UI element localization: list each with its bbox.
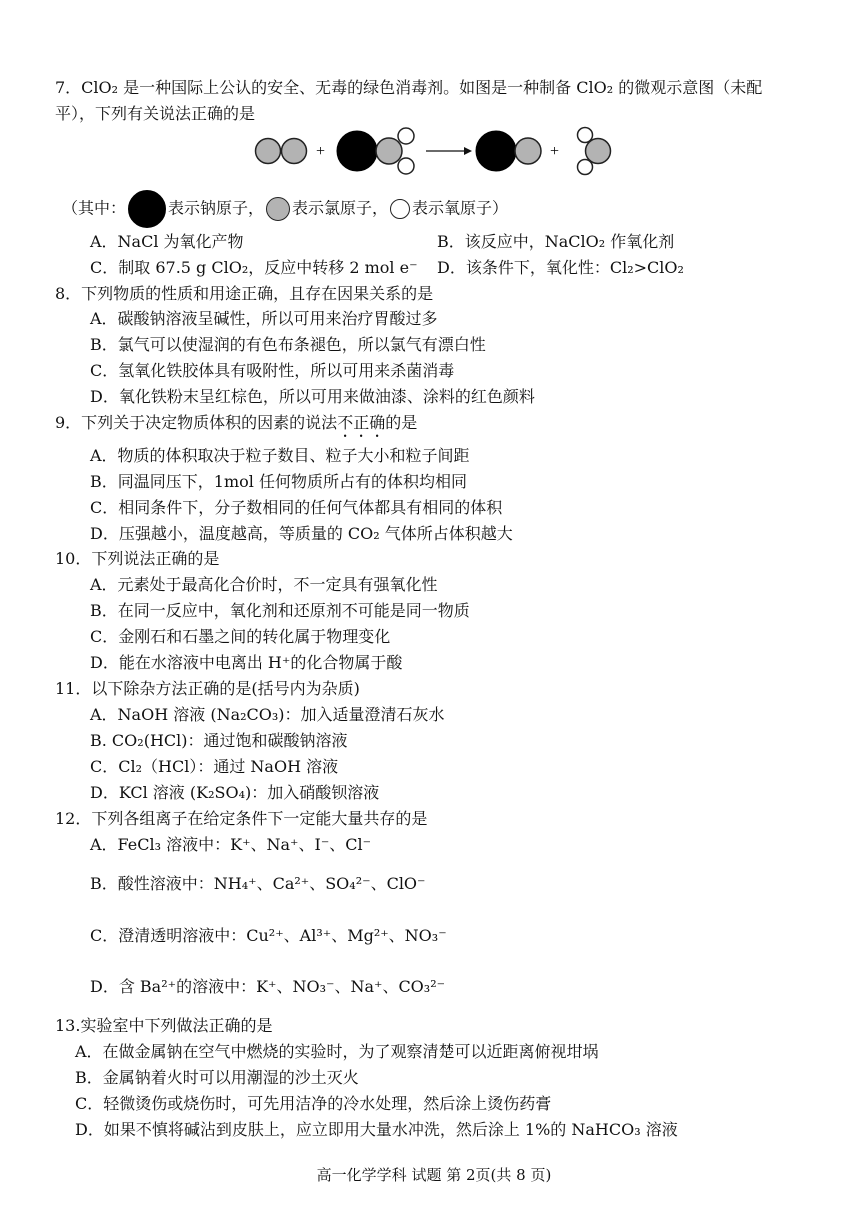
reaction-diagram [250,124,620,180]
q13-stem: 13.实验室中下列做法正确的是 [55,1016,273,1035]
q9-stem [55,413,417,441]
q10-option-b: B．在同一反应中，氧化剂和还原剂不可能是同一物质 [90,601,470,620]
q8-option-d: D．氧化铁粉末呈红棕色，所以可用来做油漆、涂料的红色颜料 [90,387,535,406]
q9-option-a: A．物质的体积取决于粒子数目、粒子大小和粒子间距 [90,446,470,465]
q8-stem: 8．下列物质的性质和用途正确，且存在因果关系的是 [55,284,434,303]
q10-option-d: D．能在水溶液中电离出 H⁺的化合物属于酸 [90,653,403,672]
reactant-naclo2-molecule [337,128,414,174]
plus-sign-1: + [316,143,326,160]
q12-option-c [90,926,447,946]
legend-prefix: （其中： [62,198,127,218]
legend-oxygen-label: 表示氧原子） [412,198,509,218]
q13-option-b: B．金属钠着火时可以用潮湿的沙土灭火 [75,1068,359,1087]
q11-option-b: B. CO₂(HCl)：通过饱和碳酸钠溶液 [90,731,348,750]
q10-option-a: A．元素处于最高化合价时，不一定具有强氧化性 [90,575,438,594]
reactant-cl2-molecule [256,139,307,164]
q12-option-b-ions: NH₄⁺、Ca²⁺、SO₄²⁻、ClO⁻ [213,874,426,893]
q8-option-c: C．氢氧化铁胶体具有吸附性，所以可用来杀菌消毒 [90,361,455,380]
q12-option-d-label: D．含 Ba²⁺的溶液中： [90,977,257,996]
chlorine-atom-icon [266,197,290,221]
q12-stem: 12．下列各组离子在给定条件下一定能大量共存的是 [55,809,428,828]
q8-option-a: A．碳酸钠溶液呈碱性，所以可用来治疗胃酸过多 [90,309,438,328]
q8-option-b: B．氯气可以使湿润的有色布条褪色，所以氯气有漂白性 [90,335,486,354]
q7-option-b: B．该反应中，NaClO₂ 作氧化剂 [437,232,675,251]
page-footer: 高一化学学科 试题 第 2页(共 8 页) [316,1166,552,1184]
q9-option-c: C．相同条件下，分子数相同的任何气体都具有相同的体积 [90,498,503,517]
q7-stem-line1: 7．ClO₂ 是一种国际上公认的安全、无毒的绿色消毒剂。如图是一种制备 ClO₂ 的微观示意图（未配 [55,78,763,97]
q11-option-a: A．NaOH 溶液 (Na₂CO₃)：加入适量澄清石灰水 [90,705,445,724]
legend-chlorine-label: 表示氯原子， [292,198,389,218]
q9-option-b: B．同温同压下，1mol 任何物质所占有的体积均相同 [90,472,467,491]
reaction-arrow [426,147,472,155]
q12-option-b-label: B．酸性溶液中： [90,874,214,893]
product-clo2-molecule [578,128,611,175]
oxygen-atom-icon [390,199,410,219]
q12-option-d-ions: K⁺、NO₃⁻、Na⁺、CO₃²⁻ [256,977,446,996]
q7-option-a: A．NaCl 为氧化产物 [90,232,244,251]
q12-option-a: A．FeCl₃ 溶液中：K⁺、Na⁺、I⁻、Cl⁻ [90,835,372,854]
q12-option-d [90,977,445,997]
q13-option-d: D．如果不慎将碱沾到皮肤上，应立即用大量水冲洗，然后涂上 1%的 NaHCO₃ 溶液 [75,1120,678,1139]
q11-stem: 11．以下除杂方法正确的是(括号内为杂质) [55,679,360,698]
q13-option-c: C．轻微烫伤或烧伤时，可先用洁净的冷水处理，然后涂上烫伤药膏 [75,1094,552,1113]
product-nacl-molecule [476,131,541,171]
q7-stem-line2: 平），下列有关说法正确的是 [55,104,256,123]
q11-option-d: D．KCl 溶液 (K₂SO₄)：加入硝酸钡溶液 [90,783,380,802]
q9-stem-post: 的是 [385,413,418,432]
q9-stem-emphasis: 不正确 [337,413,386,432]
legend-sodium-label: 表示钠原子， [168,198,265,218]
q10-stem: 10．下列说法正确的是 [55,549,220,568]
q7-option-c: C．制取 67.5 g ClO₂，反应中转移 2 mol e⁻ [90,258,418,277]
q10-option-c: C．金刚石和石墨之间的转化属于物理变化 [90,627,391,646]
q9-stem-pre: 9．下列关于决定物质体积的因素的说法 [55,413,338,432]
q7-option-d: D．该条件下，氧化性：Cl₂>ClO₂ [437,258,684,277]
q13-option-a: A．在做金属钠在空气中燃烧的实验时，为了观察清楚可以近距离俯视坩埚 [75,1042,599,1061]
q7-legend [62,190,508,228]
plus-sign-2: + [550,143,560,160]
q12-option-b [90,874,426,894]
q12-option-c-ions: Cu²⁺、Al³⁺、Mg²⁺、NO₃⁻ [246,926,447,945]
q11-option-c: C．Cl₂（HCl）：通过 NaOH 溶液 [90,757,339,776]
sodium-atom-icon [128,190,166,228]
q9-option-d: D．压强越小，温度越高，等质量的 CO₂ 气体所占体积越大 [90,524,513,543]
q12-option-c-label: C．澄清透明溶液中： [90,926,247,945]
